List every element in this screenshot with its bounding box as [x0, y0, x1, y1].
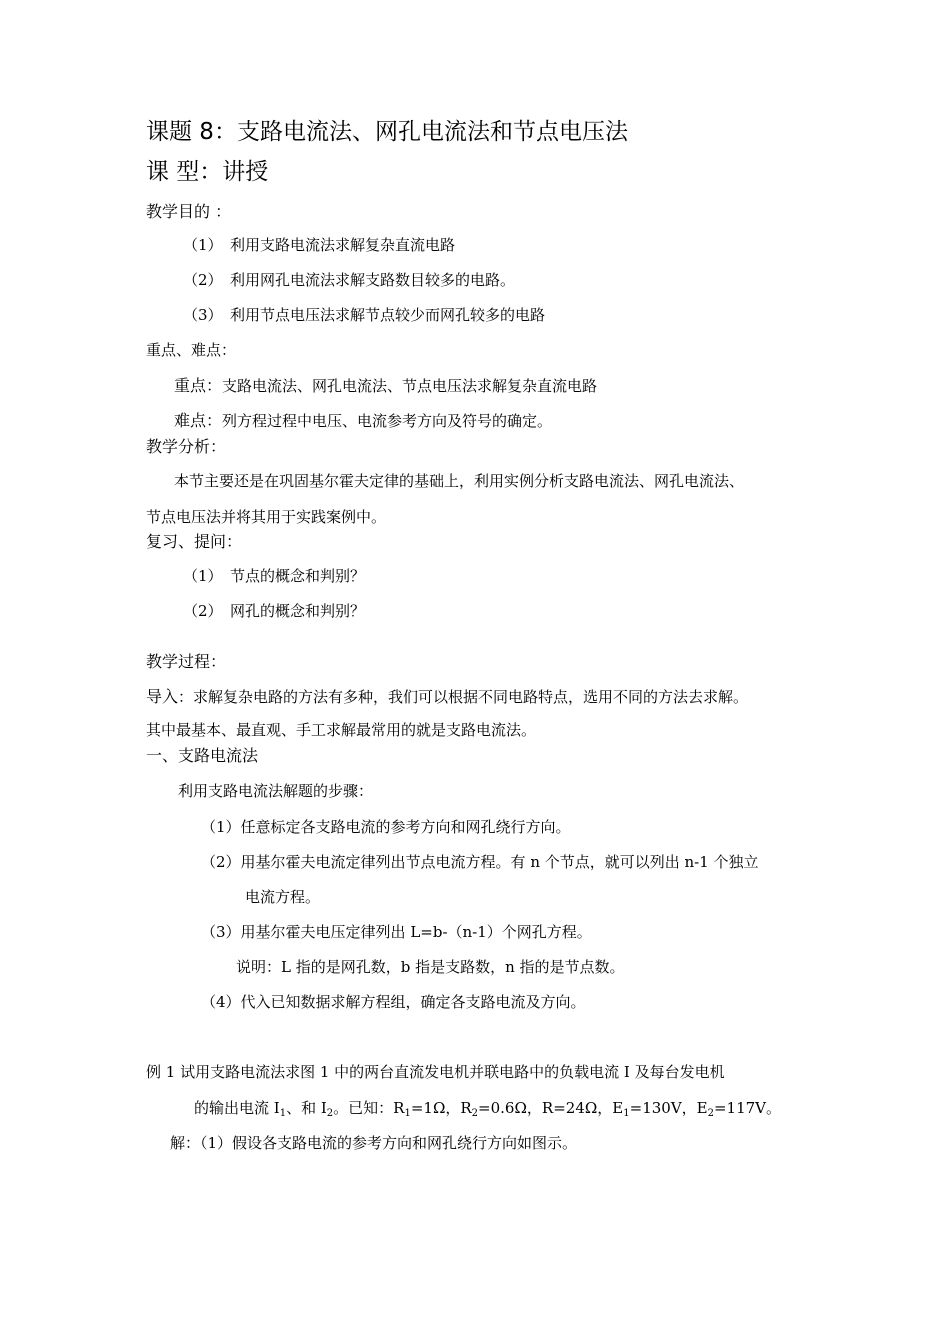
difficult-label: 难点：: [174, 411, 223, 430]
objectives-heading: 教学目的 ：: [146, 202, 232, 221]
step-item: （3）用基尔霍夫电压定律列出 L=b-（n-1）个网孔方程。: [201, 923, 592, 941]
step-item-continued: 电流方程。: [245, 888, 321, 906]
review-item: （2） 网孔的概念和判别？: [183, 602, 366, 620]
step-note: 说明：L 指的是网孔数，b 指是支路数，n 指的是节点数。: [236, 958, 625, 976]
intro-label: 导入: [146, 687, 179, 706]
intro-line: [146, 684, 748, 707]
review-heading: 复习、提问：: [146, 532, 243, 551]
objective-item: （1） 利用支路电流法求解复杂直流电路: [183, 236, 456, 254]
analysis-paragraph: 节点电压法并将其用于实践案例中。: [146, 508, 387, 526]
process-heading: 教学过程：: [146, 652, 227, 671]
objective-item: （2） 利用网孔电流法求解支路数目较多的电路。: [183, 271, 516, 289]
lesson-type: 课 型：讲授: [146, 159, 269, 185]
example-text: 例 1 试用支路电流法求图 1 中的两台直流发电机并联电路中的负载电流 I 及每台发电机: [146, 1063, 725, 1081]
difficult-point-line: [174, 408, 552, 431]
intro-text: 其中最基本、最直观、手工求解最常用的就是支路电流法。: [146, 721, 537, 739]
analysis-heading: 教学分析：: [146, 437, 227, 456]
solution-step: 解：（1）假设各支路电流的参考方向和网孔绕行方向如图示。: [170, 1134, 578, 1152]
objective-item: （3） 利用节点电压法求解节点较少而网孔较多的电路: [183, 306, 546, 324]
key-label: 重点：: [174, 376, 223, 395]
section-heading: 一、支路电流法: [146, 746, 259, 765]
review-item: （1） 节点的概念和判别？: [183, 567, 366, 585]
key-text: 支路电流法、网孔电流法、节点电压法求解复杂直流电路: [222, 377, 598, 395]
intro-text: ：求解复杂电路的方法有多种，我们可以根据不同电路特点，选用不同的方法去求解。: [178, 688, 749, 706]
page-title: 课题 8：支路电流法、网孔电流法和节点电压法: [146, 119, 628, 145]
step-item: （1）任意标定各支路电流的参考方向和网孔绕行方向。: [201, 818, 571, 836]
analysis-paragraph: 本节主要还是在巩固基尔霍夫定律的基础上，利用实例分析支路电流法、网孔电流法、: [174, 472, 745, 490]
step-item: （4）代入已知数据求解方程组，确定各支路电流及方向。: [201, 993, 586, 1011]
difficult-text: 列方程过程中电压、电流参考方向及符号的确定。: [222, 412, 553, 430]
steps-intro: 利用支路电流法解题的步骤：: [178, 782, 374, 800]
example-givens: 的输出电流 $I_1$、和 $I_2$。已知：$R_1=1\Omega$，$R_2=0.6\Omega$，R=24Ω，$E_1=130V$，$E_2=117V$。: [194, 1099, 782, 1119]
key-point-line: [174, 373, 597, 396]
key-points-heading: 重点、难点：: [146, 341, 237, 359]
step-item: （2）用基尔霍夫电流定律列出节点电流方程。有 n 个节点，就可以列出 n-1 个独立: [201, 853, 759, 871]
